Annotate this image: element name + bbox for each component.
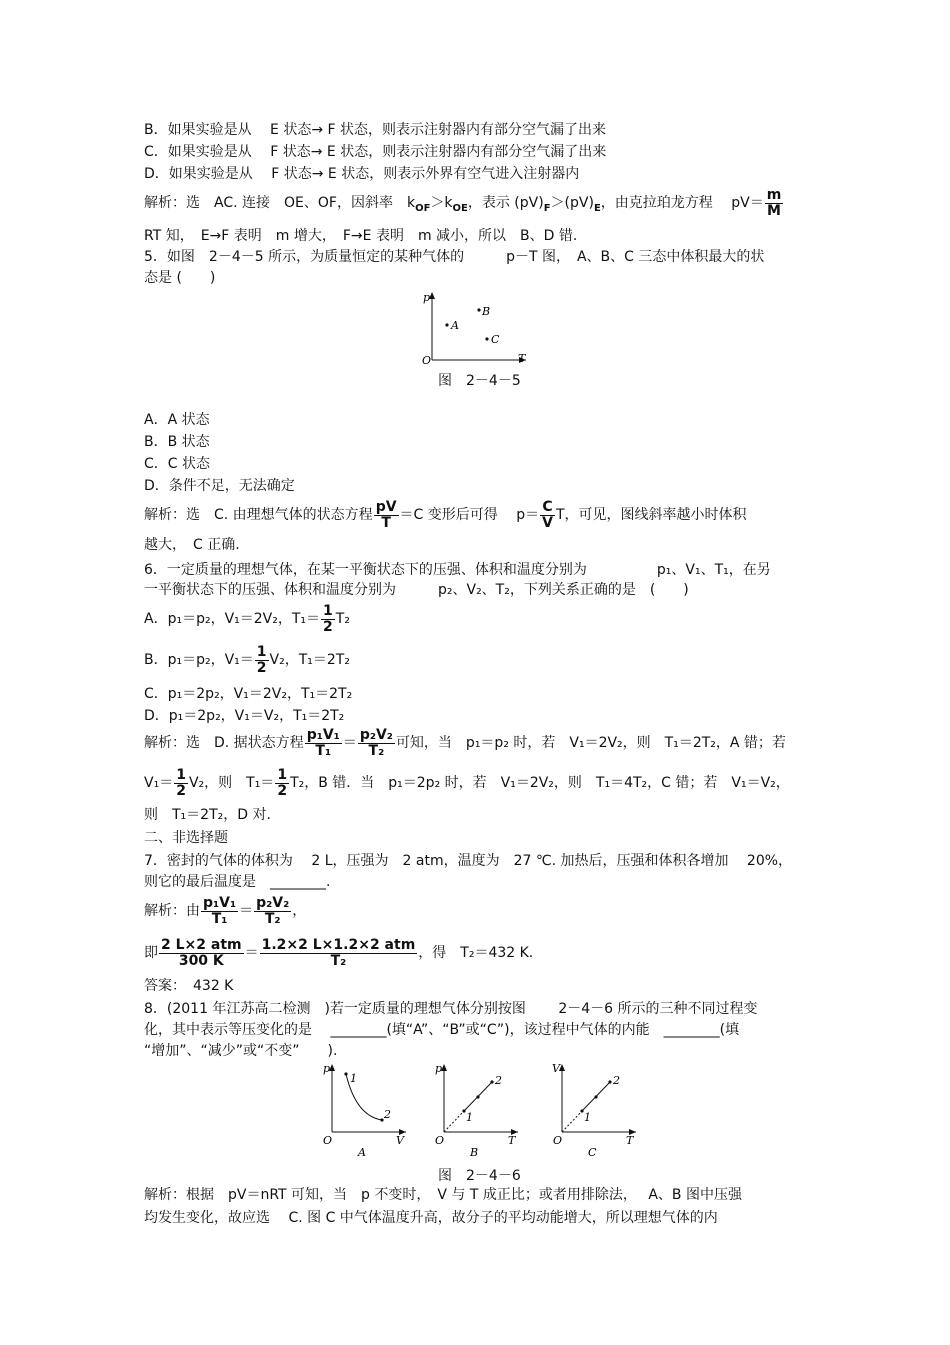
svg-text:T: T	[626, 1134, 634, 1147]
q4-option-d: D．如果实验是从 F 状态→ E 状态，则表示外界有空气进入注射器内	[144, 166, 580, 182]
panel-a-y-axis-label: p	[323, 1062, 331, 1075]
figure-2-4-5	[418, 288, 530, 368]
fig245-y-axis-label: p	[423, 291, 431, 304]
q8-stem-line2: 化，其中表示等压变化的是 ________(填“A”、“B”或“C”)，该过程中气体的内能 ________(填	[144, 1022, 740, 1038]
q6-option-a: A．p₁＝p₂，V₁＝2V₂，T₁＝ $\frac{1}{2}$ T₂	[144, 602, 350, 635]
q6-stem-line2: 一平衡状态下的压强、体积和温度分别为 p₂、V₂、T₂，下列关系正确的是 ( )	[144, 582, 689, 598]
svg-text:V: V	[552, 1062, 560, 1075]
svg-text:p: p	[435, 1062, 443, 1075]
q8-stem-line1: 8．(2011 年江苏高二检测 )若一定质量的理想气体分别按图 2－4－6 所示的三种不同过程变	[144, 1001, 758, 1017]
svg-text:2: 2	[384, 1108, 391, 1121]
q5-option-b: B．B 状态	[144, 434, 210, 450]
q4-analysis-line2: RT 知， E→F 表明 m 增大， F→E 表明 m 减小，所以 B、D 错.	[144, 228, 578, 244]
fig245-point-b-label: B	[482, 305, 491, 318]
fig245-point-a-label: A	[451, 319, 459, 332]
q5-stem-line2: 态是 ( )	[144, 270, 216, 286]
svg-text:2: 2	[495, 1074, 502, 1087]
panel-a-x-axis-label: V	[396, 1134, 404, 1147]
q7-stem-line1: 7．密封的气体的体积为 2 L，压强为 2 atm，温度为 27 ℃. 加热后，压强和体积各增加 20%，	[144, 853, 793, 869]
q4-option-c: C．如果实验是从 F 状态→ E 状态，则表示注射器内有部分空气漏了出来	[144, 144, 607, 160]
q6-analysis-line3: 则 T₁＝2T₂，D 对.	[144, 807, 271, 823]
fig245-x-axis-label: T	[518, 352, 526, 365]
svg-text:1: 1	[584, 1111, 591, 1124]
panel-b-sub-label: B	[470, 1146, 479, 1158]
figure-2-4-6-panel-b	[430, 1058, 522, 1158]
section-heading-non-choice: 二、非选择题	[144, 830, 228, 846]
svg-text:2: 2	[613, 1074, 620, 1087]
q4-analysis-line1: 解析：选 AC. 连接 OE、OF，因斜率 $k_{OF}>k_{OE}$，表示 $(pV)_F>(pV)_E$，由克拉珀龙方程 pV＝ $\frac{m}{M}$	[144, 186, 782, 219]
figure-2-4-6-panel-a	[318, 1058, 410, 1158]
svg-text:1: 1	[466, 1111, 473, 1124]
q5-option-c: C．C 状态	[144, 456, 211, 472]
q5-option-a: A．A 状态	[144, 412, 210, 428]
q5-analysis-line1: 解析：选 C. 由理想气体的状态方程 $\frac{pV}{T}$ ＝C 变形后可得 p＝ $\frac{C}{V}$ T，可见，图线斜率越小时体积	[144, 498, 747, 531]
q4-option-b: B．如果实验是从 E 状态→ F 状态，则表示注射器内有部分空气漏了出来	[144, 122, 607, 138]
fraction-m-over-M: $\frac{m}{M}$	[766, 186, 782, 219]
q6-option-d: D．p₁＝2p₂，V₁＝V₂，T₁＝2T₂	[144, 708, 345, 724]
svg-text:O: O	[435, 1134, 445, 1147]
q6-stem-line1: 6．一定质量的理想气体，在某一平衡状态下的压强、体积和温度分别为 p₁、V₁、T₁，在另	[144, 562, 771, 578]
q5-stem-line1: 5．如图 2－4－5 所示，为质量恒定的某种气体的 p－T 图， A、B、C 三态中体积最大的状	[144, 249, 765, 265]
q6-analysis-line1: 解析：选 D. 据状态方程 $\frac{\text{p₁V₁}}{\text{T₁}}$ ＝ $\frac{\text{p₂V₂}}{\text{T₂}}$ 可知，当 p₁＝p₂ 时，若 V₁＝2V₂，则 T₁＝2T₂，A 错；若	[144, 726, 786, 759]
fig245-point-c-label: C	[491, 333, 500, 346]
figure-2-4-6-panel-c	[548, 1058, 640, 1158]
q5-option-d: D．条件不足，无法确定	[144, 478, 295, 494]
q7-analysis-line1: 解析：由 $\frac{\text{p₁V₁}}{\text{T₁}}$ ＝ $\frac{\text{p₂V₂}}{\text{T₂}}$ ，	[144, 894, 307, 927]
panel-a-sub-label: A	[358, 1146, 366, 1158]
q5-analysis-line2: 越大， C 正确.	[144, 537, 240, 553]
q6-analysis-line2: V₁＝ $\frac{1}{2}$ V₂，则 T₁＝ $\frac{1}{2}$ T₂，B 错．当 p₁＝2p₂ 时，若 V₁＝2V₂，则 T₁＝4T₂，C 错；若 V₁＝V₂，	[144, 766, 790, 799]
q8-stem-line3: “增加”、“减少”或“不变” ).	[144, 1043, 338, 1059]
q8-analysis-line1: 解析：根据 pV＝nRT 可知，当 p 不变时， V 与 T 成正比；或者用排除法， A、B 图中压强	[144, 1187, 742, 1203]
q8-analysis-line2: 均发生变化，故应选 C. 图 C 中气体温度升高，故分子的平均动能增大，所以理想气体的内	[144, 1210, 718, 1226]
svg-text:1: 1	[350, 1072, 357, 1085]
q7-stem-line2: 则它的最后温度是 ________.	[144, 874, 331, 890]
panel-a-origin-label: O	[323, 1134, 333, 1147]
q7-answer: 答案： 432 K	[144, 978, 234, 994]
svg-text:O: O	[553, 1134, 563, 1147]
figure-2-4-6-caption: 图 2－4－6	[438, 1168, 521, 1184]
fig245-point-b	[477, 308, 480, 311]
q6-option-b: B．p₁＝p₂，V₁＝ $\frac{1}{2}$ V₂，T₁＝2T₂	[144, 643, 350, 676]
fig245-point-a	[445, 323, 448, 326]
fig245-point-c	[485, 337, 488, 340]
figure-2-4-5-caption: 图 2－4－5	[438, 373, 521, 389]
fig245-origin-label: O	[422, 354, 432, 367]
q6-option-c: C．p₁＝2p₂，V₁＝2V₂，T₁＝2T₂	[144, 686, 353, 702]
panel-c-sub-label: C	[588, 1146, 597, 1158]
q7-analysis-line2: 即 $\frac{\text{2 L×2 atm}}{300 K}$ ＝ $\frac{\text{1.2×2 L×1.2×2 atm}}{\text{T₂}}$ ，得 T₂＝432 K.	[144, 936, 534, 969]
svg-text:T: T	[508, 1134, 516, 1147]
